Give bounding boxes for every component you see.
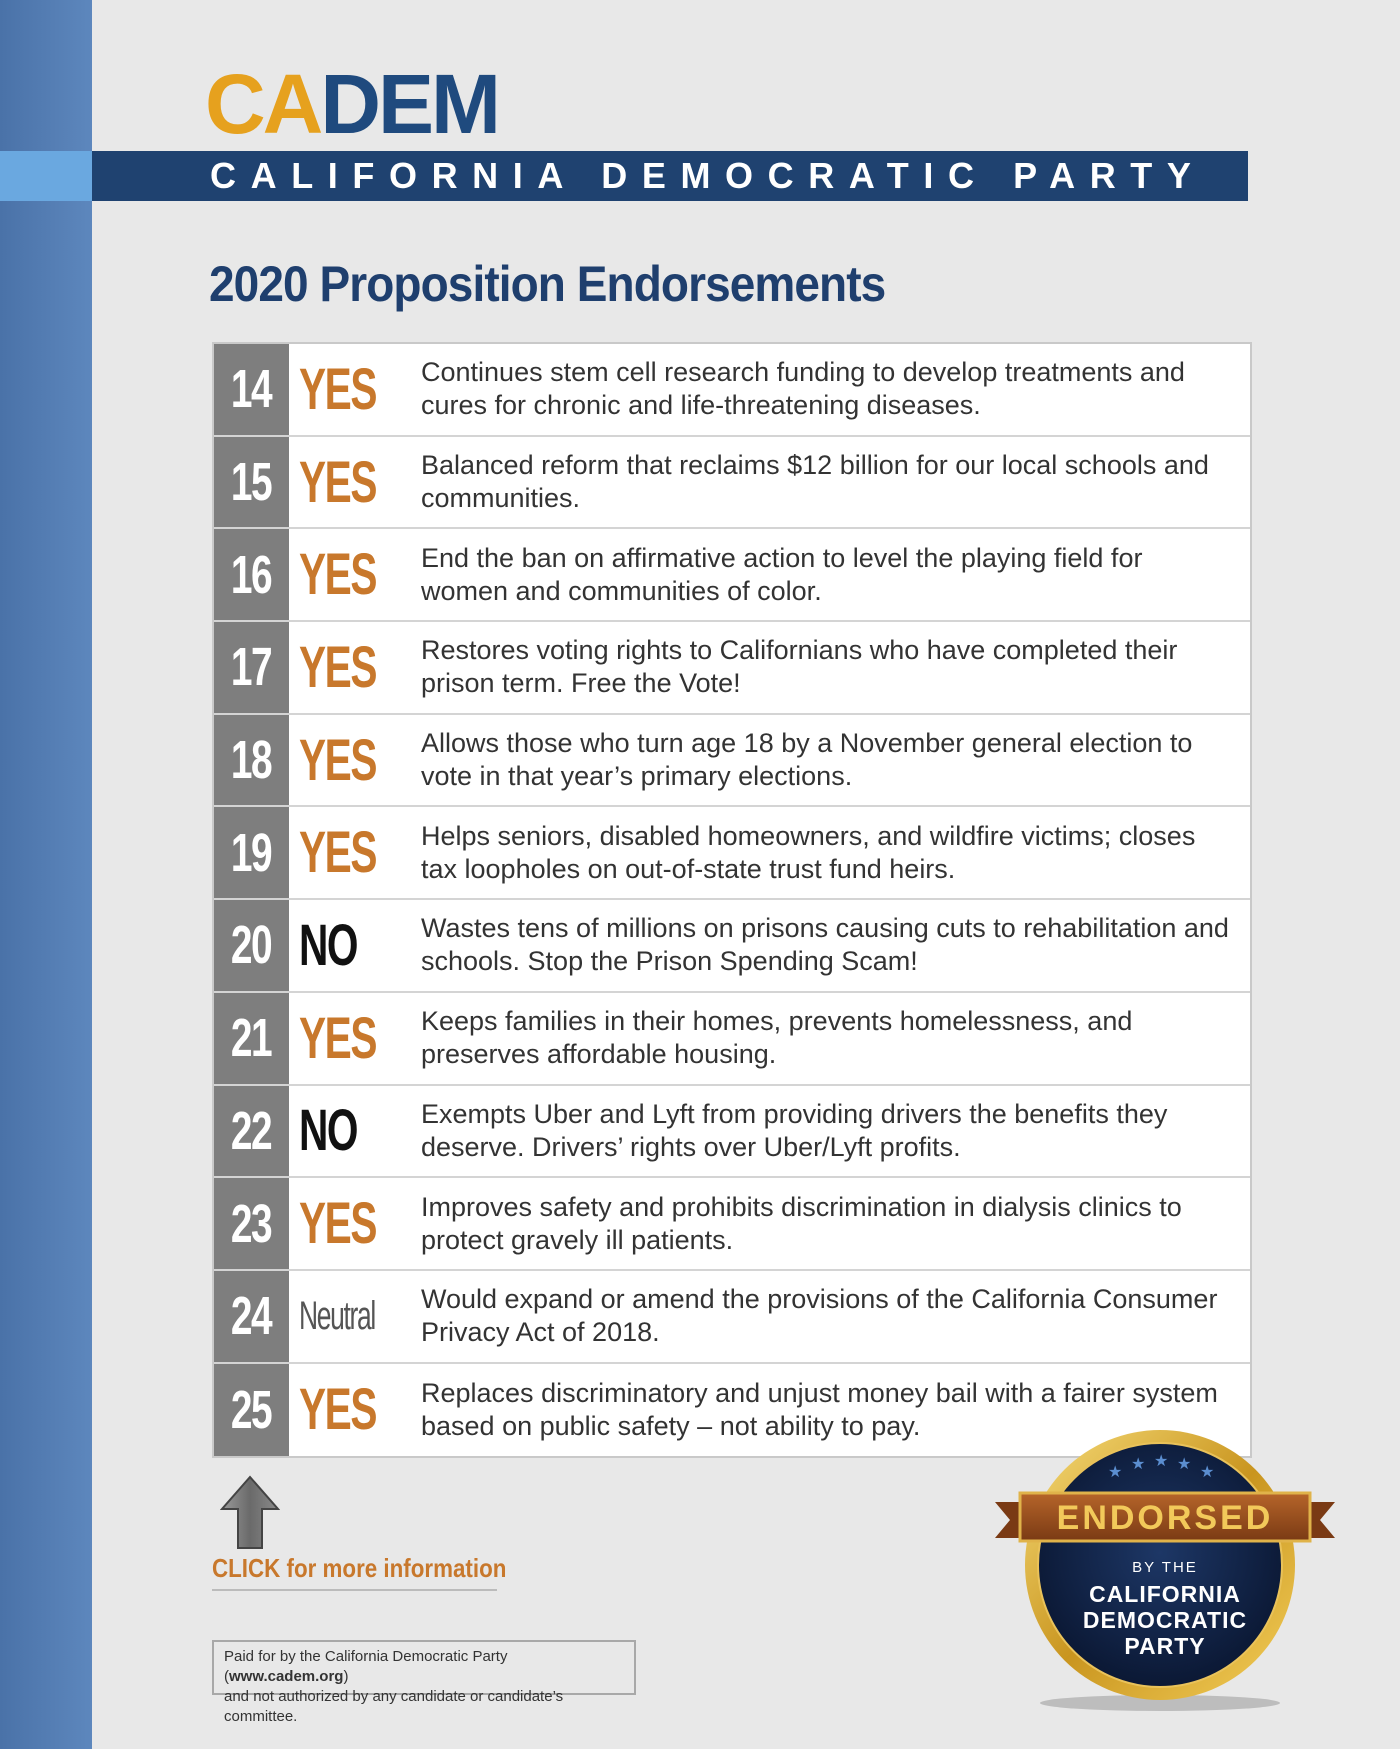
proposition-description: Replaces discriminatory and unjust money bail with a fairer system based on public safety – not ability to pay. xyxy=(421,1377,1218,1441)
proposition-row xyxy=(214,715,1250,808)
proposition-position xyxy=(289,437,417,528)
proposition-number xyxy=(214,622,289,713)
seal-line-democratic: DEMOCRATIC xyxy=(1082,1607,1248,1633)
proposition-position-text: YES xyxy=(299,449,377,515)
proposition-position-text: NO xyxy=(299,1098,358,1164)
svg-text:★: ★ xyxy=(1200,1462,1215,1481)
proposition-row xyxy=(214,1271,1250,1364)
proposition-row xyxy=(214,437,1250,530)
left-bar-accent xyxy=(0,151,92,201)
proposition-position xyxy=(289,715,417,806)
proposition-row xyxy=(214,529,1250,622)
proposition-number-text: 15 xyxy=(231,452,272,513)
proposition-position-text: YES xyxy=(299,1377,377,1443)
click-link-text[interactable]: CLICK for more information xyxy=(212,1553,507,1583)
proposition-position xyxy=(289,900,417,991)
banner-text: CALIFORNIA DEMOCRATIC PARTY xyxy=(210,155,1206,196)
proposition-number xyxy=(214,900,289,991)
proposition-number-text: 22 xyxy=(231,1100,272,1161)
proposition-row xyxy=(214,807,1250,900)
proposition-position xyxy=(289,344,417,435)
proposition-number-text: 18 xyxy=(231,730,272,791)
proposition-position-text: YES xyxy=(299,634,377,700)
proposition-description: Keeps families in their homes, prevents homelessness, and preserves affordable housing. xyxy=(421,1006,1133,1070)
proposition-number-text: 19 xyxy=(231,822,272,883)
proposition-position-text: Neutral xyxy=(299,1293,375,1338)
proposition-description: Balanced reform that reclaims $12 billion for our local schools and communities. xyxy=(421,450,1209,514)
proposition-position-text: NO xyxy=(299,912,358,978)
svg-text:★: ★ xyxy=(1177,1454,1192,1473)
proposition-number-text: 16 xyxy=(231,544,272,605)
proposition-row xyxy=(214,900,1250,993)
proposition-number-text: 20 xyxy=(231,915,272,976)
proposition-description: Would expand or amend the provisions of the California Consumer Privacy Act of 2018. xyxy=(421,1284,1218,1348)
proposition-number xyxy=(214,1271,289,1362)
proposition-position-text: YES xyxy=(299,542,377,608)
proposition-description: End the ban on affirmative action to level the playing field for women and communities of color. xyxy=(421,542,1143,606)
proposition-position-text: YES xyxy=(299,356,377,422)
proposition-description: Restores voting rights to Californians who have completed their prison term. Free the Vote! xyxy=(421,635,1178,699)
seal-ribbon-text: ENDORSED xyxy=(1056,1499,1274,1537)
proposition-position xyxy=(289,1364,417,1457)
left-side-bar xyxy=(0,0,92,1749)
proposition-number-text: 14 xyxy=(231,359,272,420)
proposition-description: Continues stem cell research funding to develop treatments and cures for chronic and life-threatening diseases. xyxy=(421,357,1185,421)
proposition-number xyxy=(214,1178,289,1269)
proposition-position xyxy=(289,1178,417,1269)
proposition-description: Improves safety and prohibits discrimination in dialysis clinics to protect gravely ill patients. xyxy=(421,1191,1182,1255)
proposition-number xyxy=(214,1364,289,1457)
proposition-number-text: 25 xyxy=(231,1379,272,1440)
proposition-number-text: 24 xyxy=(231,1286,272,1347)
disclaimer-url[interactable]: www.cadem.org xyxy=(229,1668,344,1685)
proposition-number-text: 23 xyxy=(231,1193,272,1254)
proposition-row xyxy=(214,622,1250,715)
proposition-row xyxy=(214,1086,1250,1179)
proposition-number xyxy=(214,437,289,528)
proposition-table xyxy=(212,342,1252,1458)
proposition-position xyxy=(289,1086,417,1177)
seal-line-party: PARTY xyxy=(1124,1633,1206,1659)
proposition-position xyxy=(289,529,417,620)
svg-text:★: ★ xyxy=(1131,1454,1146,1473)
proposition-number-text: 21 xyxy=(231,1008,272,1069)
party-banner xyxy=(92,151,1248,201)
proposition-number xyxy=(214,715,289,806)
proposition-description: Allows those who turn age 18 by a November general election to vote in that year’s primary elections. xyxy=(421,728,1193,792)
proposition-position xyxy=(289,622,417,713)
proposition-number xyxy=(214,1086,289,1177)
proposition-position-text: YES xyxy=(299,1191,377,1257)
proposition-row xyxy=(214,1178,1250,1271)
cadem-logo xyxy=(205,57,498,151)
proposition-number xyxy=(214,529,289,620)
logo-dem: DEM xyxy=(320,57,498,151)
proposition-position xyxy=(289,993,417,1084)
proposition-number xyxy=(214,993,289,1084)
proposition-description: Wastes tens of millions on prisons causing cuts to rehabilitation and schools. Stop the Prison Spending Scam! xyxy=(421,913,1229,977)
proposition-position-text: YES xyxy=(299,727,377,793)
proposition-description: Exempts Uber and Lyft from providing drivers the benefits they deserve. Drivers’ rights over Uber/Lyft profits. xyxy=(421,1098,1168,1162)
click-link-underline xyxy=(212,1589,497,1591)
proposition-position xyxy=(289,807,417,898)
seal-line-california: CALIFORNIA xyxy=(1089,1581,1241,1607)
proposition-number xyxy=(214,344,289,435)
proposition-row xyxy=(214,344,1250,437)
disclaimer-suffix: ) xyxy=(343,1668,349,1685)
page-title: 2020 Proposition Endorsements xyxy=(209,256,886,312)
proposition-row xyxy=(214,993,1250,1086)
svg-text:★: ★ xyxy=(1108,1462,1123,1481)
logo-ca: CA xyxy=(205,57,321,151)
proposition-position xyxy=(289,1271,417,1362)
proposition-description: Helps seniors, disabled homeowners, and wildfire victims; closes tax loopholes on out-of-state trust fund heirs. xyxy=(421,820,1196,884)
proposition-position-text: YES xyxy=(299,1005,377,1071)
paid-for-disclaimer xyxy=(212,1640,636,1725)
disclaimer-prefix: Paid for by the California Democratic Party ( xyxy=(224,1648,508,1685)
up-arrow-icon xyxy=(220,1475,280,1550)
proposition-number-text: 17 xyxy=(231,637,272,698)
seal-by-the: BY THE xyxy=(1132,1559,1198,1576)
endorsed-seal xyxy=(990,1425,1340,1715)
disclaimer-line2: and not authorized by any candidate or candidate’s committee. xyxy=(224,1688,564,1725)
svg-text:★: ★ xyxy=(1154,1451,1169,1470)
proposition-position-text: YES xyxy=(299,820,377,886)
proposition-number xyxy=(214,807,289,898)
